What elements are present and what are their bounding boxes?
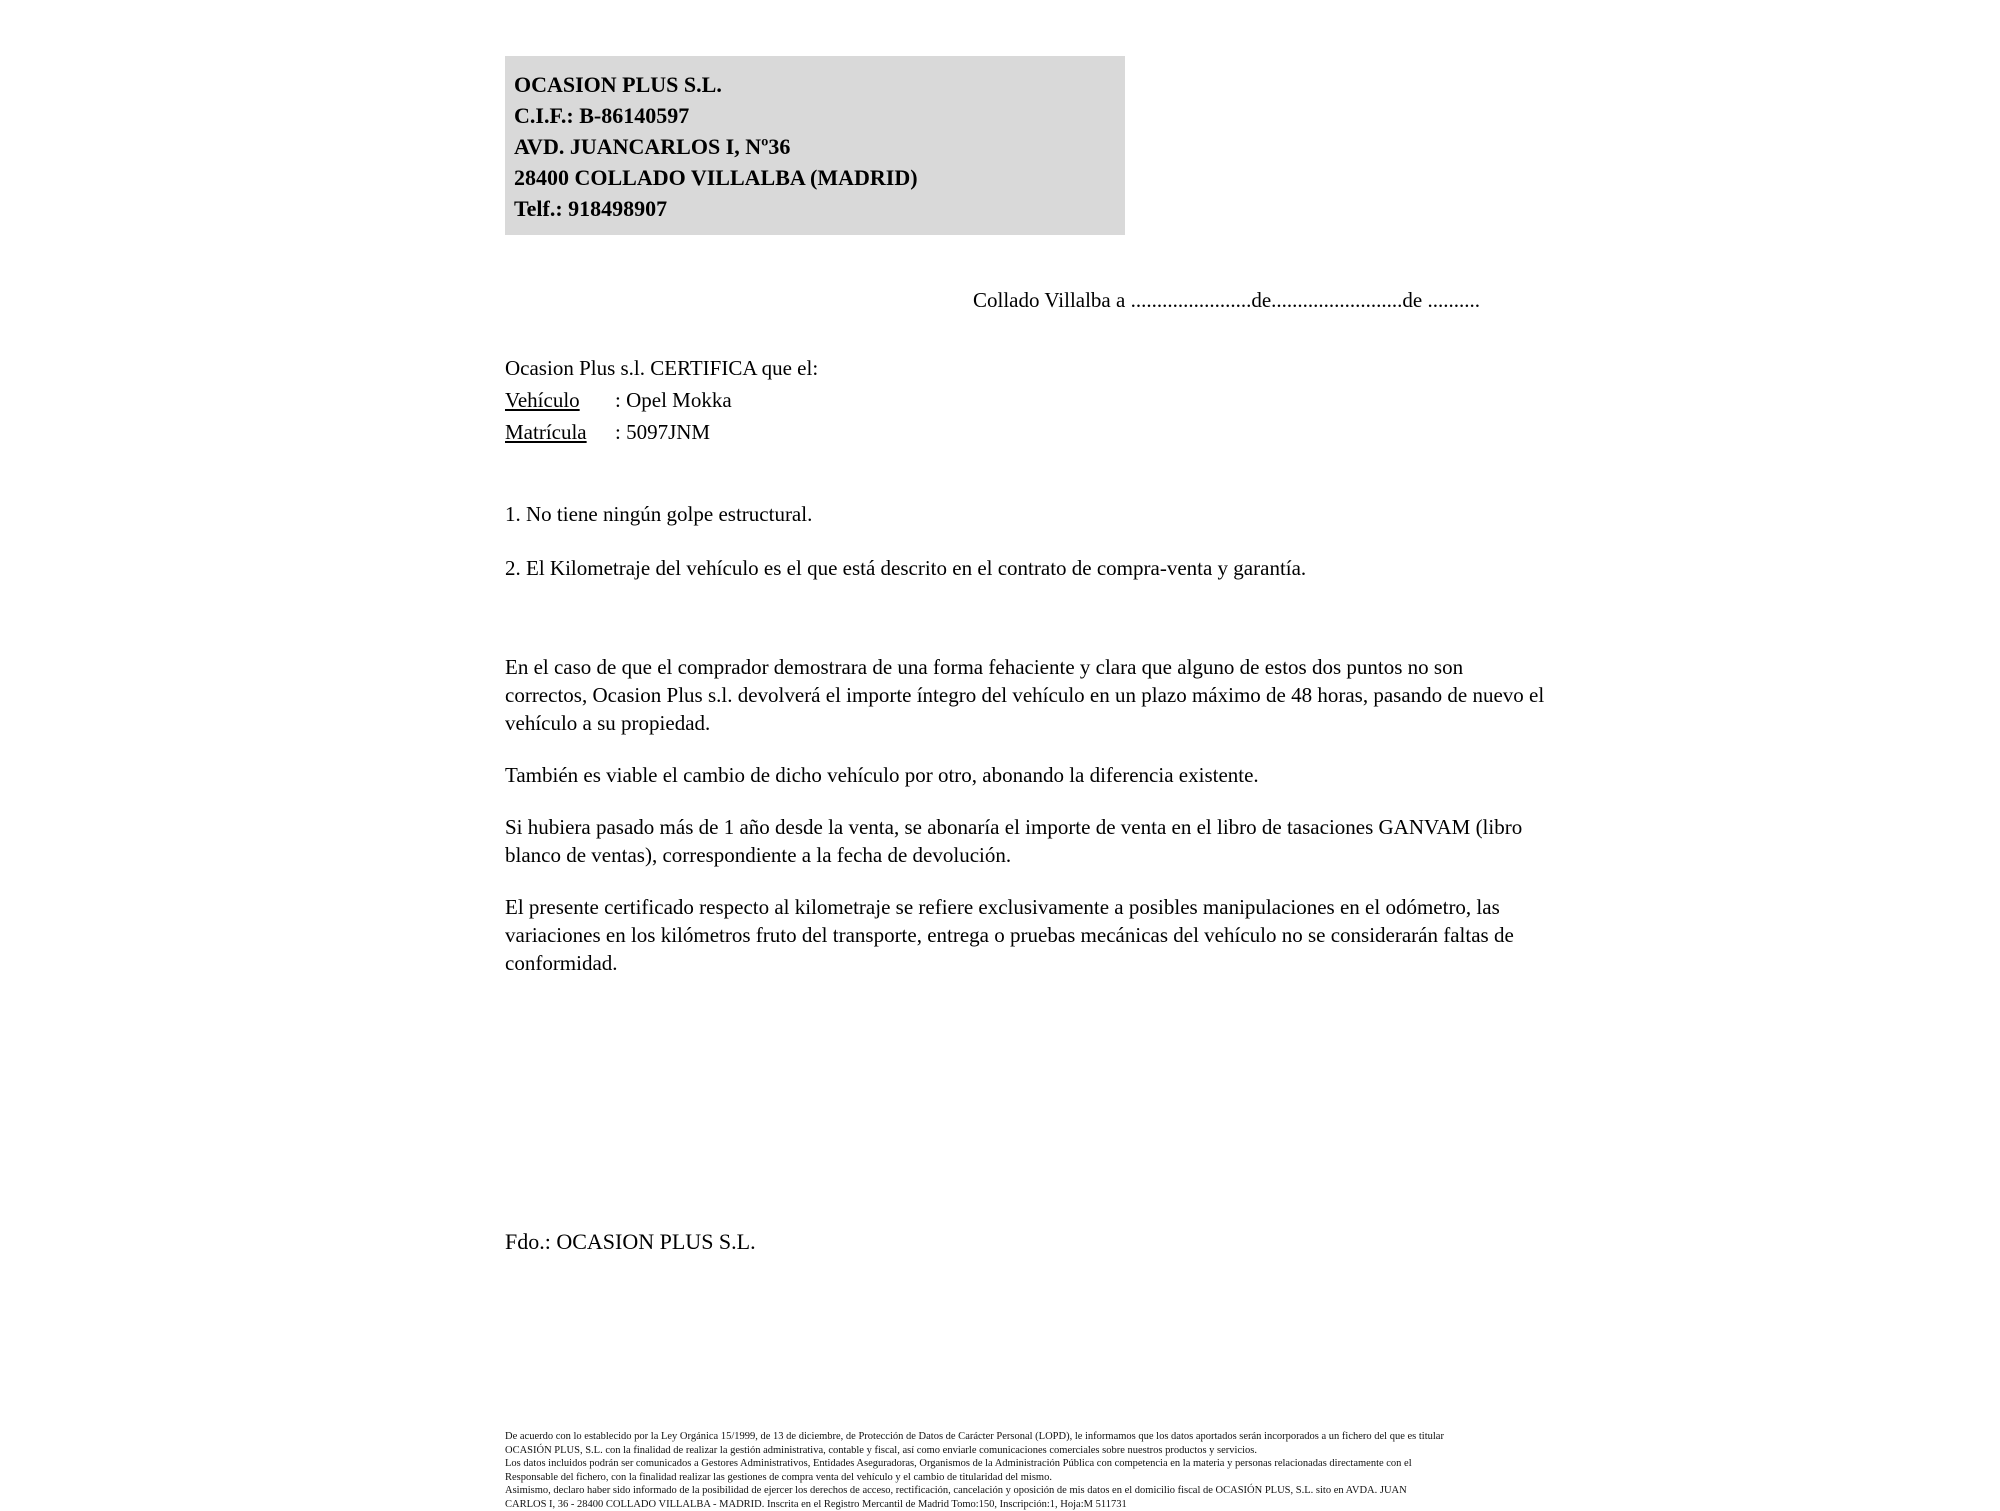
company-city: 28400 COLLADO VILLALBA (MADRID) [514,162,1115,193]
points-block [505,500,1537,608]
paragraph-ganvam: Si hubiera pasado más de 1 año desde la venta, se abonaría el importe de venta en el libro de tasaciones GANVAM (libro blanco de ventas), correspondiente a la fecha de devolución. [505,813,1545,869]
vehicle-label: Vehículo [505,388,580,412]
company-cif: C.I.F.: B-86140597 [514,100,1115,131]
vehicle-line [505,384,1537,416]
company-name: OCASION PLUS S.L. [514,69,1115,100]
plate-label-box [505,416,615,448]
company-header-block [505,56,1125,235]
paragraph-refund: En el caso de que el comprador demostrara de una forma fehaciente y clara que alguno de estos dos puntos no son correctos, Ocasion Plus s.l. devolverá el importe íntegro del vehículo en un plazo máximo de 48 horas, pasando de nuevo el vehículo a su propiedad. [505,653,1545,737]
plate-line [505,416,1537,448]
point-2: 2. El Kilometraje del vehículo es el que está descrito en el contrato de compra-venta y garantía. [505,554,1537,582]
plate-label: Matrícula [505,420,587,444]
footer-line-6: CARLOS I, 36 - 28400 COLLADO VILLALBA - MADRID. Inscrita en el Registro Mercantil de Madrid Tomo:150, Inscripción:1, Hoja:M 511731 [505,1498,1995,1511]
certify-intro: Ocasion Plus s.l. CERTIFICA que el: [505,352,1537,384]
plate-value: : 5097JNM [615,420,710,444]
legal-footer [505,1430,1995,1511]
body-paragraphs [505,653,1545,1001]
footer-line-4: Responsable del fichero, con la finalidad realizar las gestiones de compra venta del vehículo y el cambio de titularidad del mismo. [505,1471,1995,1485]
vehicle-label-box [505,384,615,416]
company-phone: Telf.: 918498907 [514,193,1115,224]
paragraph-odometer: El presente certificado respecto al kilometraje se refiere exclusivamente a posibles manipulaciones en el odómetro, las variaciones en los kilómetros fruto del transporte, entrega o pruebas mecánicas del vehículo no se considerarán faltas de conformidad. [505,893,1545,977]
company-address: AVD. JUANCARLOS I, Nº36 [514,131,1115,162]
signature-line: Fdo.: OCASION PLUS S.L. [505,1229,756,1255]
footer-line-2: OCASIÓN PLUS, S.L. con la finalidad de realizar la gestión administrativa, contable y fiscal, así como enviarle comunicaciones comerciales sobre nuestros productos y servicios. [505,1444,1995,1458]
vehicle-value: : Opel Mokka [615,388,732,412]
footer-line-1: De acuerdo con lo establecido por la Ley Orgánica 15/1999, de 13 de diciembre, de Protección de Datos de Carácter Personal (LOPD), le informamos que los datos aportados serán incorporados a un fichero del que es titular [505,1430,1995,1444]
certification-block [505,352,1537,448]
paragraph-exchange: También es viable el cambio de dicho vehículo por otro, abonando la diferencia existente. [505,761,1545,789]
footer-line-5: Asimismo, declaro haber sido informado de la posibilidad de ejercer los derechos de acceso, rectificación, cancelación y oposición de mis datos en el domicilio fiscal de OCASIÓN PLUS, S.L. sito en AVDA. JUAN [505,1484,1995,1498]
point-1: 1. No tiene ningún golpe estructural. [505,500,1537,528]
footer-line-3: Los datos incluidos podrán ser comunicados a Gestores Administrativos, Entidades Aseguradoras, Organismos de la Administración Pública con competencia en la materia y personas relacionadas directamente con el [505,1457,1995,1471]
date-line: Collado Villalba a .......................de.........................de .......... [973,288,1480,313]
